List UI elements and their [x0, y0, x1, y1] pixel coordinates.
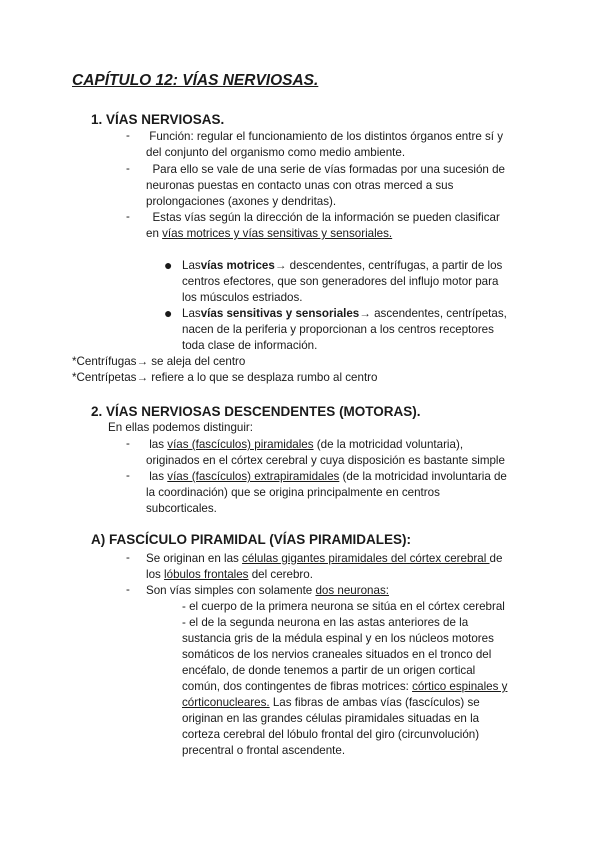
- section-2-heading: 2. VÍAS NERVIOSAS DESCENDENTES (MOTORAS).: [91, 404, 421, 419]
- s1-item-2: Para ello se vale de una serie de vías formadas por una sucesión de neuronas puestas en contacto unas con otras merced a sus prolongaciones (axones y dendritas).: [146, 163, 505, 208]
- sa-sub-1: - el cuerpo de la primera neurona se sitúa en el córtex cerebral: [182, 600, 505, 613]
- dash-marker: -: [126, 129, 130, 142]
- dash-marker: -: [126, 437, 130, 450]
- note-centrifugas: *Centrífugas→ se aleja del centro: [72, 355, 246, 368]
- section-2-intro: En ellas podemos distinguir:: [108, 421, 254, 434]
- page-title: CAPÍTULO 12: VÍAS NERVIOSAS.: [72, 72, 319, 89]
- s1-item-1: Función: regular el funcionamiento de los distintos órganos entre sí y del conjunto del organismo como medio ambiente.: [146, 130, 504, 159]
- dash-marker: -: [126, 162, 130, 175]
- dash-marker: -: [126, 469, 130, 482]
- section-a-heading: A) FASCÍCULO PIRAMIDAL (VÍAS PIRAMIDALES):: [91, 532, 411, 547]
- sa-item-2: Son vías simples con solamente dos neuronas:: [146, 584, 389, 597]
- s1-item-3: Estas vías según la dirección de la información se pueden clasificar en vías motrices y vías sensitivas y sensoriales.: [146, 211, 500, 240]
- dash-marker: -: [126, 210, 130, 223]
- s2-item-2: las vías (fascículos) extrapiramidales (de la motricidad involuntaria de la coordinación) que se origina principalmente en centros subcorticales.: [146, 470, 507, 515]
- bullet-dot: ●: [164, 305, 173, 321]
- sa-item-1: Se originan en las células gigantes piramidales del córtex cerebral de los lóbulos frontales del cerebro.: [146, 552, 503, 581]
- sa-sub-2: - el de la segunda neurona en las astas anteriores de la sustancia gris de la médula espinal y en los núcleos motores somáticos de los nervios craneales situados en el tronco del encéfalo, de donde tenemos a partir de un origen cortical común, dos contingentes de fibras motrices: córtico espinales y córticonucleares. Las fibras de ambas vías (fascículos) se originan en las grandes células piramidales situadas en la corteza cerebral del lóbulo frontal del giro (circunvolución) precentral o frontal ascendente.: [182, 616, 508, 757]
- dash-marker: -: [126, 551, 130, 564]
- s2-item-1: las vías (fascículos) piramidales (de la motricidad voluntaria), originados en el córtex cerebral y cuya disposición es bastante simple: [146, 438, 505, 467]
- bullet-vias-motrices: Lasvías motrices→ descendentes, centrífugas, a partir de los centros efectores, que son generadores del influjo motor para los músculos estriados.: [182, 259, 503, 304]
- bullet-dot: ●: [164, 257, 173, 273]
- bullet-vias-sensitivas: Lasvías sensitivas y sensoriales→ ascendentes, centrípetas, nacen de la periferia y proporcionan a los centros receptores toda clase de información.: [182, 307, 507, 352]
- dash-marker: -: [126, 583, 130, 596]
- section-1-heading: 1. VÍAS NERVIOSAS.: [91, 112, 225, 127]
- note-centripetas: *Centrípetas→ refiere a lo que se desplaza rumbo al centro: [72, 371, 378, 384]
